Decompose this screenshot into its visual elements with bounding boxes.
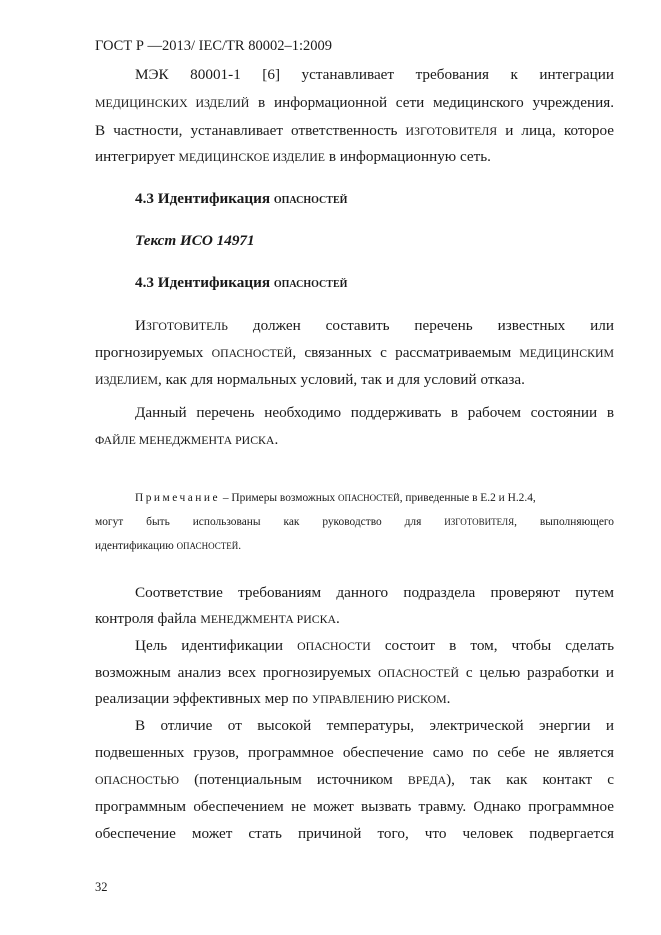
para6-line2: подвешенных грузов, программное обеспечение само по себе не является (95, 744, 614, 761)
para4-line1: Соответствие требованиям данного подраздела проверяют путем (135, 584, 614, 601)
iso-section-heading-4-3: 4.3 Идентификация ОПАСНОСТЕЙ (135, 274, 348, 291)
document-header: ГОСТ Р —2013/ IEC/TR 80002–1:2009 (95, 38, 332, 54)
note-line3: идентификацию ОПАСНОСТЕЙ. (95, 540, 242, 552)
note-line2: могут быть использованы как руководство для ИЗГОТОВИТЕЛЯ, выполняющего (95, 516, 615, 528)
para3-line2: ФАЙЛЕ МЕНЕДЖМЕНТА РИСКА. (95, 431, 279, 448)
section-heading-4-3: 4.3 Идентификация ОПАСНОСТЕЙ (135, 190, 348, 207)
para5-line1: Цель идентификации ОПАСНОСТИ состоит в том, чтобы сделать (135, 637, 614, 654)
para1-line4: интегрирует МЕДИЦИНСКОЕ ИЗДЕЛИЕ в информационную сеть. (95, 148, 491, 165)
para3-line1: Данный перечень необходимо поддерживать в рабочем состоянии в (135, 404, 614, 421)
para5-line3: реализации эффективных мер по УПРАВЛЕНИЮ РИСКОМ. (95, 690, 451, 707)
para2-line3: ИЗДЕЛИЕМ, как для нормальных условий, так и для условий отказа. (95, 371, 525, 388)
term-medical-devices: МЕДИЦИНСКИХ ИЗДЕЛИЙ (95, 96, 250, 110)
para6-line3: ОПАСНОСТЬЮ (потенциальным источником ВРЕДА), так как контакт с (95, 771, 614, 788)
para1-line1: МЭК 80001-1 [6] устанавливает требования к интеграции (135, 66, 614, 83)
para6-line1: В отличие от высокой температуры, электрической энергии и (135, 717, 614, 734)
para1-line2: МЕДИЦИНСКИХ ИЗДЕЛИЙ в информационной сети медицинского учреждения. (95, 94, 615, 111)
para2-line1: ИЗГОТОВИТЕЛЬ должен составить перечень известных или (135, 317, 614, 334)
note-label: Примечание (135, 492, 221, 504)
para5-line2: возможным анализ всех прогнозируемых ОПАСНОСТЕЙ с целью разработки и (95, 664, 614, 681)
term-manufacturer: ИЗГОТОВИТЕЛЯ (405, 124, 498, 138)
para2-line2: прогнозируемых ОПАСНОСТЕЙ, связанных с рассматриваемым МЕДИЦИНСКИМ (95, 344, 614, 361)
para4-line2: контроля файла МЕНЕДЖМЕНТА РИСКА. (95, 610, 340, 627)
para6-line5: обеспечение может стать причиной того, что человек подвергается (95, 825, 614, 842)
note-line1: Примечание – Примеры возможных ОПАСНОСТЕЙ, приведенные в Е.2 и Н.2.4, (135, 492, 536, 504)
para1-line3: В частности, устанавливает ответственность ИЗГОТОВИТЕЛЯ и лица, которое (95, 122, 614, 139)
page-number: 32 (95, 880, 108, 894)
para6-line4: программным обеспечением не может вызвать травму. Однако программное (95, 798, 614, 815)
iso-text-label: Текст ИСО 14971 (135, 232, 255, 249)
term-medical-device: МЕДИЦИНСКОЕ ИЗДЕЛИЕ (178, 150, 326, 164)
